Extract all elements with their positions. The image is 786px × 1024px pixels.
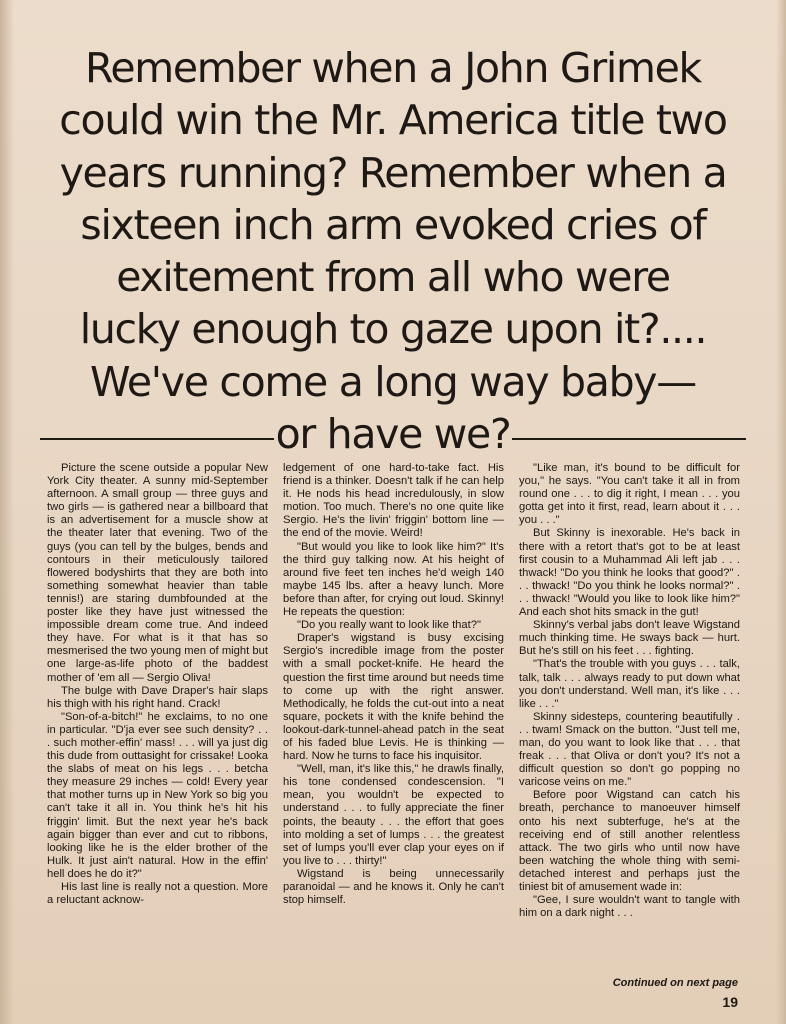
paragraph: Skinny's verbal jabs don't leave Wigstand much thinking time. He sways back — hurt. But he's still on his feet . . . fighting.	[519, 619, 740, 658]
paragraph: "Gee, I sure wouldn't want to tangle with him on a dark night . . .	[519, 894, 740, 920]
headline-right-rule	[512, 438, 746, 440]
article-column-3	[519, 462, 740, 920]
paragraph: Before poor Wigstand can catch his breath, perchance to manoeuver himself onto his next subterfuge, he's at the receiving end of still another relentless attack. The two girls who until now have been watching the whole thing with semi-detached interest and perhaps just the tiniest bit of amusement wade in:	[519, 789, 740, 893]
headline-line: lucky enough to gaze upon it?....	[79, 305, 707, 354]
paragraph: "Like man, it's bound to be difficult for you," he says. "You can't take it all in from round one . . . to dig it right, I mean . . . you gotta get into it first, read, learn about it . . . you . . ."	[519, 462, 740, 527]
headline-line: Remember when a John Grimek	[84, 44, 702, 92]
paragraph: "Son-of-a-bitch!" he exclaims, to no one in particular. "D'ja ever see such density? . . . such mother-effin' mass! . . . will ya just dig this dude from outtasight for crissake! Looka the slabs of meat on his legs . . . betcha they measure 29 inches — cold! Every year that mother turns up in New York so big you can't take it all in. You think he's hit his friggin' limit. But the next year he's back again bigger than ever and cut to ribbons, looking like he is the elder brother of the Hulk. It just ain't natural. How in the effin' hell does he do it?"	[47, 710, 268, 880]
headline-line: sixteen inch arm evoked cries of	[80, 200, 706, 249]
article-body	[47, 462, 740, 920]
paragraph: Draper's wigstand is busy excising Sergio's incredible image from the poster with a small pocket-knife. He heard the question the first time around but needs time to come up with the right answer. Methodically, he folds the cut-out into a neat square, pockets it with the knife behind the lookout-dark-tunnel-ahead patch in the seat of his faded blue Levis. He is thinking — hard. Now he turns to face his inquisitor.	[283, 632, 504, 763]
paragraph: Skinny sidesteps, countering beautifully . . . twam! Smack on the button. "Just tell me, man, do you want to look like that . . . that freak . . . that Oliva or don't you? It's not a difficult question so don't go popping no varicose veins on me."	[519, 710, 740, 789]
headline-last-line	[40, 408, 746, 460]
paragraph: But Skinny is inexorable. He's back in there with a retort that's got to be at least first cousin to a Muhammad Ali left jab . . . thwack! "Do you think he looks that good?" . . . thwack! "Do you think he looks normal?" . . . thwack! "Would you like to look like him?" And each shot hits smack in the gut!	[519, 527, 740, 619]
continued-note: Continued on next page	[612, 977, 738, 989]
paragraph: "Well, man, it's like this," he drawls finally, his tone condensed condescension. "I mean, you wouldn't be expected to understand . . . to fully appreciate the finer points, the beauty . . . the effort that goes into molding a set of lumps . . . the greatest set of lumps you'll ever clap your eyes on if you live to . . . thirty!"	[283, 763, 504, 867]
paragraph: The bulge with Dave Draper's hair slaps his thigh with his right hand. Crack!	[47, 684, 268, 710]
headline-line: exitement from all who were	[116, 253, 670, 302]
paragraph: ledgement of one hard-to-take fact. His friend is a thinker. Doesn't talk if he can help it. He nods his head incredulously, in slow motion. Too much. There's no one quite like Sergio. He's the livin' friggin' bottom line — the end of the movie. Weird!	[283, 462, 504, 540]
headline	[40, 42, 746, 460]
paragraph: "But would you like to look like him?" It's the third guy talking now. At his height of around five feet ten inches he'd weigh 140 maybe 145 lbs. after a heavy lunch. More before than after, for crying out loud. Skinny! He repeats the question:	[283, 540, 504, 619]
page-number: 19	[722, 994, 738, 1010]
article-column-2	[283, 462, 504, 920]
paragraph: Wigstand is being unnecessarily paranoidal — and he knows it. Only he can't stop himself.	[283, 867, 504, 907]
headline-line: We've come a long way baby—	[90, 357, 696, 406]
paragraph: Picture the scene outside a popular New York City theater. A sunny mid-September afternoon. A small group — three guys and two girls — is gathered near a billboard that is an advertisement for a muscle show at the theater later that evening. Two of the guys (you can tell by the bulges, bends and contours in their meticulously tailored flowered bodyshirts that they are both into something somewhat heavier than table tennis!) are staring dumbfounded at the poster like they have just witnessed the impossible dream come true. And indeed they have. For what is it that has so mesmerised the two young men of might but one large-as-life photo of the baddest mother of 'em all — Sergio Oliva!	[47, 462, 268, 684]
headline-line: years running? Remember when a	[59, 148, 727, 197]
paragraph: His last line is really not a question. More a reluctant acknow-	[47, 881, 268, 907]
article-column-1	[47, 462, 268, 920]
paragraph: "That's the trouble with you guys . . . talk, talk, talk . . . always ready to put down what you don't understand. Well man, it's like . . . like . . ."	[519, 658, 740, 710]
headline-left-rule	[40, 438, 274, 440]
headline-line: could win the Mr. America title two	[59, 96, 727, 145]
paragraph: "Do you really want to look like that?"	[297, 619, 481, 632]
headline-line: or have we?	[275, 410, 511, 459]
